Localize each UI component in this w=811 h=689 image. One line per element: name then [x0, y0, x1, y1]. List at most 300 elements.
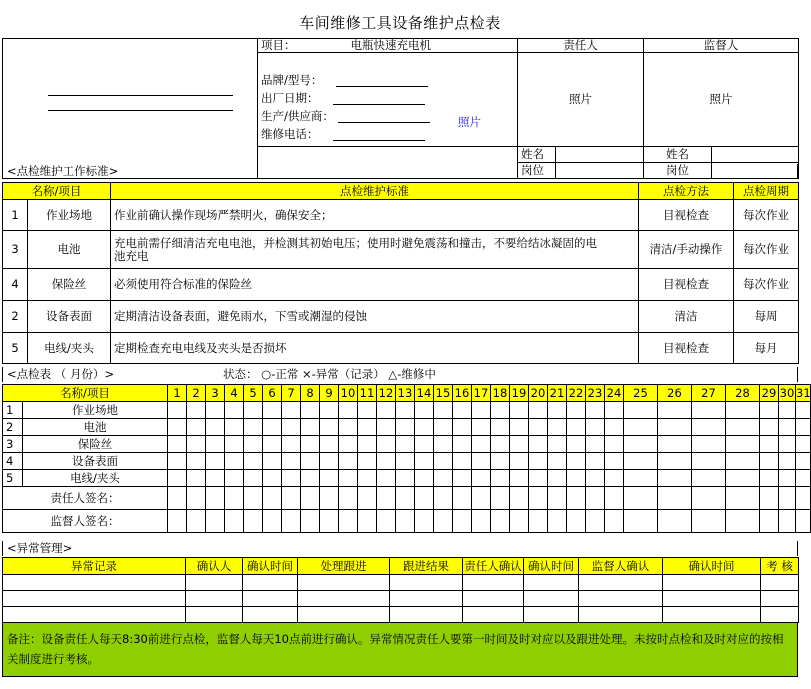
sign-cell[interactable] — [491, 487, 510, 510]
check-cell[interactable] — [263, 419, 282, 436]
check-cell[interactable] — [225, 470, 244, 487]
check-cell[interactable] — [206, 419, 225, 436]
abn-header-assessment: 考 核 — [761, 558, 799, 575]
day-header: 1 — [168, 385, 187, 402]
day-header: 8 — [301, 385, 320, 402]
check-row — [3, 419, 811, 436]
abn-row — [3, 607, 799, 623]
sign-cell[interactable] — [377, 510, 396, 533]
day-header: 20 — [529, 385, 548, 402]
sign-cell[interactable] — [320, 487, 339, 510]
check-cell[interactable] — [692, 402, 726, 419]
sign-row — [3, 510, 811, 533]
check-cell[interactable] — [320, 470, 339, 487]
check-cell[interactable] — [760, 436, 779, 453]
check-cell[interactable] — [320, 402, 339, 419]
std-header-standard: 点检维护标准 — [111, 183, 639, 200]
check-cell[interactable] — [726, 453, 760, 470]
sign-cell[interactable] — [244, 487, 263, 510]
check-cell[interactable] — [491, 402, 510, 419]
check-cell[interactable] — [491, 470, 510, 487]
check-cell[interactable] — [726, 470, 760, 487]
abnormal-table — [2, 557, 799, 623]
check-cell[interactable] — [206, 402, 225, 419]
sign-cell[interactable] — [658, 487, 692, 510]
check-cell[interactable] — [301, 436, 320, 453]
sign-cell[interactable] — [206, 487, 225, 510]
sign-cell[interactable] — [168, 487, 187, 510]
day-header: 28 — [726, 385, 760, 402]
sign-cell[interactable] — [320, 510, 339, 533]
day-header: 25 — [624, 385, 658, 402]
check-row-name: 设备表面 — [23, 453, 168, 470]
check-cell[interactable] — [548, 470, 567, 487]
check-cell[interactable] — [358, 419, 377, 436]
sign-cell[interactable] — [586, 487, 605, 510]
check-cell[interactable] — [472, 436, 491, 453]
std-row-cycle: 每周 — [734, 301, 799, 333]
check-cell[interactable] — [244, 402, 263, 419]
sign-cell[interactable] — [658, 510, 692, 533]
day-header: 13 — [396, 385, 415, 402]
check-cell[interactable] — [692, 436, 726, 453]
sign-cell[interactable] — [301, 510, 320, 533]
check-cell[interactable] — [263, 453, 282, 470]
check-cell[interactable] — [567, 470, 586, 487]
check-cell[interactable] — [396, 470, 415, 487]
std-header-cycle: 点检周期 — [734, 183, 799, 200]
day-header: 11 — [358, 385, 377, 402]
phone-label: 维修电话： — [261, 127, 319, 141]
check-cell[interactable] — [760, 453, 779, 470]
check-cell[interactable] — [796, 470, 811, 487]
day-header: 10 — [339, 385, 358, 402]
sign-cell[interactable] — [796, 487, 811, 510]
sign-cell[interactable] — [605, 510, 624, 533]
check-cell[interactable] — [453, 402, 472, 419]
check-cell[interactable] — [396, 419, 415, 436]
check-cell[interactable] — [358, 436, 377, 453]
check-cell[interactable] — [567, 453, 586, 470]
sign-cell[interactable] — [510, 487, 529, 510]
check-cell[interactable] — [658, 453, 692, 470]
std-header-method: 点检方法 — [639, 183, 734, 200]
project-label: 项目： — [258, 39, 348, 53]
check-cell[interactable] — [320, 453, 339, 470]
check-cell[interactable] — [510, 436, 529, 453]
check-cell[interactable] — [510, 402, 529, 419]
sign-cell[interactable] — [796, 510, 811, 533]
std-row-name: 电线/夹头 — [28, 333, 111, 364]
check-cell[interactable] — [377, 470, 396, 487]
sign-cell[interactable] — [726, 510, 760, 533]
check-cell[interactable] — [187, 453, 206, 470]
sign-cell[interactable] — [415, 487, 434, 510]
abn-header-result: 跟进结果 — [390, 558, 463, 575]
day-header: 30 — [779, 385, 795, 400]
sign-cell[interactable] — [282, 510, 301, 533]
abn-header-confirm-time-3: 确认时间 — [663, 558, 761, 575]
sign-cell[interactable] — [301, 487, 320, 510]
check-cell[interactable] — [301, 402, 320, 419]
std-row-cycle: 每次作业 — [734, 231, 799, 269]
supervisor-sign-label: 监督人签名： — [3, 510, 168, 533]
check-cell[interactable] — [472, 402, 491, 419]
sign-cell[interactable] — [548, 487, 567, 510]
check-cell[interactable] — [658, 470, 692, 487]
check-cell[interactable] — [692, 470, 726, 487]
standard-section-title: <点检维护工作标准> — [2, 164, 798, 179]
check-cell[interactable] — [320, 436, 339, 453]
equipment-info — [258, 53, 518, 147]
check-cell[interactable] — [263, 470, 282, 487]
sign-cell[interactable] — [779, 510, 796, 533]
sign-cell[interactable] — [779, 487, 796, 510]
sign-cell[interactable] — [225, 510, 244, 533]
std-row-standard: 作业前确认操作现场严禁明火，确保安全； — [111, 200, 639, 231]
check-cell[interactable] — [206, 436, 225, 453]
sign-cell[interactable] — [263, 487, 282, 510]
check-cell[interactable] — [529, 419, 548, 436]
check-cell[interactable] — [453, 470, 472, 487]
std-row-cycle: 每次作业 — [734, 269, 799, 301]
std-header-name: 名称/项目 — [3, 183, 111, 200]
check-cell[interactable] — [168, 453, 187, 470]
check-cell[interactable] — [320, 419, 339, 436]
check-cell[interactable] — [605, 402, 624, 419]
check-cell[interactable] — [168, 470, 187, 487]
supervisor-header: 监督人 — [644, 39, 799, 53]
check-cell[interactable] — [796, 453, 811, 470]
check-cell[interactable] — [187, 402, 206, 419]
sign-cell[interactable] — [377, 487, 396, 510]
check-cell[interactable] — [168, 402, 187, 419]
check-cell[interactable] — [658, 436, 692, 453]
sign-cell[interactable] — [187, 510, 206, 533]
check-cell[interactable] — [624, 402, 658, 419]
check-cell[interactable] — [779, 402, 796, 419]
sign-cell[interactable] — [358, 510, 377, 533]
std-row-standard: 定期清洁设备表面，避免雨水，下雪或潮湿的侵蚀 — [111, 301, 639, 333]
check-cell[interactable] — [206, 470, 225, 487]
day-header: 3 — [206, 385, 225, 402]
check-cell[interactable] — [434, 470, 453, 487]
sign-cell[interactable] — [529, 510, 548, 533]
sign-cell[interactable] — [624, 510, 658, 533]
day-header: 22 — [567, 385, 586, 402]
check-cell[interactable] — [244, 436, 263, 453]
sign-cell[interactable] — [529, 487, 548, 510]
day-header: 23 — [586, 385, 605, 402]
check-cell[interactable] — [434, 436, 453, 453]
check-cell[interactable] — [339, 402, 358, 419]
check-cell[interactable] — [472, 470, 491, 487]
check-cell[interactable] — [796, 436, 811, 453]
check-cell[interactable] — [760, 419, 779, 436]
check-row — [3, 402, 811, 419]
check-cell[interactable] — [491, 419, 510, 436]
check-cell[interactable] — [377, 436, 396, 453]
check-cell[interactable] — [779, 470, 796, 487]
check-cell[interactable] — [586, 402, 605, 419]
sign-cell[interactable] — [605, 487, 624, 510]
check-cell[interactable] — [586, 453, 605, 470]
sign-cell[interactable] — [472, 510, 491, 533]
check-cell[interactable] — [301, 453, 320, 470]
check-cell[interactable] — [624, 419, 658, 436]
check-row-no: 2 — [3, 419, 23, 436]
sign-cell[interactable] — [282, 487, 301, 510]
sign-cell[interactable] — [726, 487, 760, 510]
sign-cell[interactable] — [548, 510, 567, 533]
check-cell[interactable] — [586, 470, 605, 487]
check-cell[interactable] — [263, 402, 282, 419]
check-cell[interactable] — [301, 470, 320, 487]
check-cell[interactable] — [263, 436, 282, 453]
sign-cell[interactable] — [415, 510, 434, 533]
check-cell[interactable] — [658, 402, 692, 419]
abn-header-supervisor-confirm: 监督人确认 — [579, 558, 663, 575]
blank-area — [3, 39, 258, 179]
check-cell[interactable] — [339, 453, 358, 470]
check-cell[interactable] — [529, 436, 548, 453]
sign-cell[interactable] — [453, 487, 472, 510]
check-cell[interactable] — [510, 419, 529, 436]
checklist-section-title — [2, 367, 798, 382]
check-cell[interactable] — [358, 470, 377, 487]
std-row-method: 目视检查 — [639, 333, 734, 364]
check-row — [3, 436, 811, 453]
sign-cell[interactable] — [244, 510, 263, 533]
check-cell[interactable] — [760, 470, 779, 487]
check-cell[interactable] — [692, 453, 726, 470]
responsible-name-label: 姓名 — [518, 147, 556, 163]
std-row-no: 3 — [3, 231, 28, 269]
std-row-method: 目视检查 — [639, 269, 734, 301]
check-cell[interactable] — [377, 453, 396, 470]
check-cell[interactable] — [396, 453, 415, 470]
checklist-table — [2, 384, 811, 533]
sign-cell[interactable] — [434, 510, 453, 533]
check-cell[interactable] — [567, 402, 586, 419]
std-row-method: 清洁/手动操作 — [639, 231, 734, 269]
check-cell[interactable] — [434, 419, 453, 436]
sign-cell[interactable] — [187, 487, 206, 510]
check-cell[interactable] — [491, 436, 510, 453]
sign-cell[interactable] — [567, 487, 586, 510]
abn-header-record: 异常记录 — [3, 558, 186, 575]
check-cell[interactable] — [529, 453, 548, 470]
check-cell[interactable] — [624, 453, 658, 470]
check-cell[interactable] — [282, 402, 301, 419]
sign-cell[interactable] — [692, 510, 726, 533]
std-row-no: 5 — [3, 333, 28, 364]
check-cell[interactable] — [415, 470, 434, 487]
sign-cell[interactable] — [472, 487, 491, 510]
sign-cell[interactable] — [358, 487, 377, 510]
check-cell[interactable] — [548, 402, 567, 419]
check-cell[interactable] — [244, 470, 263, 487]
sign-cell[interactable] — [624, 487, 658, 510]
check-cell[interactable] — [453, 419, 472, 436]
abn-header-confirm-time-2: 确认时间 — [524, 558, 579, 575]
check-cell[interactable] — [434, 453, 453, 470]
check-cell[interactable] — [658, 419, 692, 436]
check-cell[interactable] — [510, 470, 529, 487]
abn-header-confirmer: 确认人 — [186, 558, 243, 575]
check-cell[interactable] — [586, 419, 605, 436]
check-header-name: 名称/项目 — [3, 385, 168, 402]
check-cell[interactable] — [377, 402, 396, 419]
check-cell[interactable] — [760, 402, 779, 419]
check-cell[interactable] — [605, 419, 624, 436]
check-cell[interactable] — [358, 402, 377, 419]
day-header: 14 — [415, 385, 434, 402]
check-cell[interactable] — [415, 453, 434, 470]
check-row-no: 3 — [3, 436, 23, 453]
check-cell[interactable] — [529, 402, 548, 419]
check-cell[interactable] — [726, 419, 760, 436]
check-cell[interactable] — [396, 402, 415, 419]
sign-cell[interactable] — [168, 510, 187, 533]
check-cell[interactable] — [605, 470, 624, 487]
check-cell[interactable] — [567, 419, 586, 436]
check-cell[interactable] — [472, 453, 491, 470]
check-row-no: 4 — [3, 453, 23, 470]
check-cell[interactable] — [415, 436, 434, 453]
check-cell[interactable] — [187, 436, 206, 453]
supervisor-post-label: 岗位 — [644, 163, 712, 179]
sign-cell[interactable] — [206, 510, 225, 533]
check-cell[interactable] — [225, 402, 244, 419]
check-cell[interactable] — [187, 470, 206, 487]
check-row-name: 电池 — [23, 419, 168, 436]
day-header: 5 — [244, 385, 263, 402]
check-cell[interactable] — [301, 419, 320, 436]
sign-cell[interactable] — [225, 487, 244, 510]
sign-cell[interactable] — [586, 510, 605, 533]
check-cell[interactable] — [282, 470, 301, 487]
check-cell[interactable] — [548, 436, 567, 453]
check-cell[interactable] — [244, 419, 263, 436]
supervisor-photo: 照片 — [644, 53, 799, 147]
check-cell[interactable] — [244, 453, 263, 470]
std-row-name: 设备表面 — [28, 301, 111, 333]
check-cell[interactable] — [225, 436, 244, 453]
sign-cell[interactable] — [396, 487, 415, 510]
check-cell[interactable] — [605, 436, 624, 453]
check-cell[interactable] — [624, 470, 658, 487]
check-cell[interactable] — [779, 453, 796, 470]
check-header-row — [3, 385, 811, 402]
check-cell[interactable] — [339, 419, 358, 436]
check-cell[interactable] — [282, 436, 301, 453]
check-cell[interactable] — [415, 402, 434, 419]
check-cell[interactable] — [779, 419, 796, 436]
check-cell[interactable] — [339, 470, 358, 487]
check-cell[interactable] — [529, 470, 548, 487]
sign-cell[interactable] — [491, 510, 510, 533]
check-cell[interactable] — [605, 453, 624, 470]
std-row-standard: 必须使用符合标准的保险丝 — [111, 269, 639, 301]
sign-cell[interactable] — [339, 487, 358, 510]
sign-cell[interactable] — [263, 510, 282, 533]
check-cell[interactable] — [510, 453, 529, 470]
check-cell[interactable] — [586, 436, 605, 453]
sign-cell[interactable] — [396, 510, 415, 533]
sign-cell[interactable] — [339, 510, 358, 533]
check-cell[interactable] — [225, 419, 244, 436]
check-cell[interactable] — [225, 453, 244, 470]
abn-row — [3, 591, 799, 607]
day-header: 18 — [491, 385, 510, 402]
sign-cell[interactable] — [567, 510, 586, 533]
project-value: 电瓶快速充电机 — [348, 39, 518, 53]
check-cell[interactable] — [415, 419, 434, 436]
check-cell[interactable] — [548, 419, 567, 436]
check-cell[interactable] — [282, 419, 301, 436]
check-cell[interactable] — [187, 419, 206, 436]
abn-header-responsible-confirm: 责任人确认 — [464, 558, 522, 573]
day-header: 15 — [434, 385, 453, 402]
check-cell[interactable] — [377, 419, 396, 436]
check-cell[interactable] — [548, 453, 567, 470]
day-header: 12 — [377, 385, 396, 402]
check-cell[interactable] — [796, 402, 811, 419]
abn-header-followup: 处理跟进 — [298, 558, 390, 575]
sign-cell[interactable] — [760, 510, 779, 533]
check-cell[interactable] — [796, 419, 811, 436]
check-cell[interactable] — [726, 402, 760, 419]
page-title: 车间维修工具设备维护点检表 — [299, 14, 501, 32]
check-cell[interactable] — [472, 419, 491, 436]
day-header: 26 — [658, 385, 692, 402]
check-cell[interactable] — [624, 436, 658, 453]
sign-cell[interactable] — [692, 487, 726, 510]
responsible-header: 责任人 — [518, 39, 644, 53]
checklist-title: <点检表 （ 月份）> — [7, 367, 115, 381]
supervisor-name-label: 姓名 — [644, 147, 712, 163]
check-cell[interactable] — [168, 419, 187, 436]
check-row-no: 5 — [3, 470, 23, 487]
check-cell[interactable] — [567, 436, 586, 453]
sign-cell[interactable] — [434, 487, 453, 510]
sign-cell[interactable] — [760, 487, 779, 510]
check-cell[interactable] — [491, 453, 510, 470]
date-label: 出厂日期： — [261, 91, 319, 105]
abn-header-confirm-time: 确认时间 — [243, 558, 298, 575]
check-cell[interactable] — [779, 436, 796, 453]
std-row-method: 目视检查 — [639, 200, 734, 231]
check-cell[interactable] — [692, 419, 726, 436]
check-cell[interactable] — [206, 453, 225, 470]
sign-cell[interactable] — [453, 510, 472, 533]
check-cell[interactable] — [453, 453, 472, 470]
check-cell[interactable] — [726, 436, 760, 453]
check-cell[interactable] — [339, 436, 358, 453]
std-row-name: 电池 — [28, 231, 111, 269]
std-row-no: 1 — [3, 200, 28, 231]
check-cell[interactable] — [396, 436, 415, 453]
check-cell[interactable] — [282, 453, 301, 470]
check-cell[interactable] — [168, 436, 187, 453]
sign-cell[interactable] — [510, 510, 529, 533]
check-cell[interactable] — [358, 453, 377, 470]
responsible-photo: 照片 — [518, 53, 644, 147]
responsible-sign-label: 责任人签名： — [3, 487, 168, 510]
check-cell[interactable] — [434, 402, 453, 419]
check-cell[interactable] — [453, 436, 472, 453]
